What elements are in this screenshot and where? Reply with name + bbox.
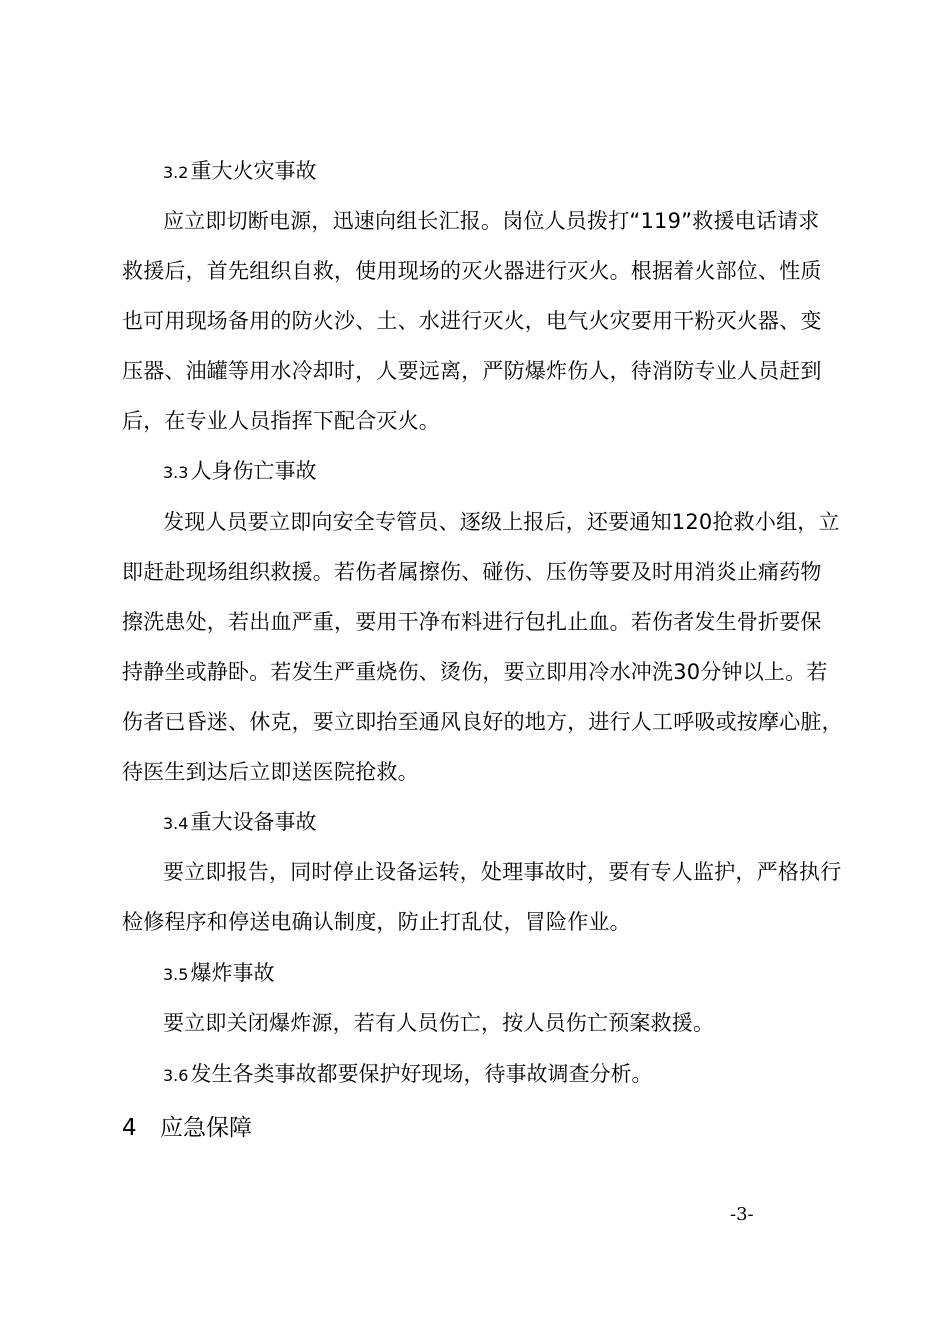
paragraph-line: 发现人员要立即向安全专管员、逐级上报后，还要通知120抢救小组，立 bbox=[163, 510, 840, 534]
paragraph-line: 要立即关闭爆炸源，若有人员伤亡，按人员伤亡预案救援。 bbox=[163, 1011, 715, 1035]
subsection-heading-3-6 bbox=[163, 1059, 652, 1091]
subsection-number: 3.2 bbox=[163, 163, 189, 182]
paragraph-line: 后，在专业人员指挥下配合灭火。 bbox=[122, 409, 440, 433]
subsection-heading-3-3 bbox=[163, 456, 316, 488]
paragraph-line: 也可用现场备用的防火沙、土、水进行灭火，电气火灾要用干粉灭火器、变 bbox=[122, 309, 822, 333]
paragraph-line: 要立即报告，同时停止设备运转，处理事故时，要有专人监护，严格执行 bbox=[163, 860, 842, 884]
paragraph-line: 救援后，首先组织自救，使用现场的灭火器进行灭火。根据着火部位、性质 bbox=[122, 259, 822, 283]
paragraph-line: 伤者已昏迷、休克，要立即抬至通风良好的地方，进行人工呼吸或按摩心脏， bbox=[122, 710, 843, 734]
section-number: 4 bbox=[122, 1115, 137, 1141]
subsection-number: 3.4 bbox=[163, 814, 189, 833]
subsection-heading-3-2 bbox=[163, 156, 316, 188]
paragraph-line: 持静坐或静卧。若发生严重烧伤、烫伤，要立即用冷水冲洗30分钟以上。若 bbox=[122, 660, 828, 684]
subsection-number: 3.5 bbox=[163, 965, 189, 984]
subsection-title: 人身伤亡事故 bbox=[190, 459, 317, 483]
paragraph-line: 检修程序和停送电确认制度，防止打乱仗，冒险作业。 bbox=[122, 910, 631, 934]
subsection-title: 重大火灾事故 bbox=[190, 159, 317, 183]
section-title: 应急保障 bbox=[160, 1115, 252, 1141]
subsection-heading-3-5 bbox=[163, 958, 274, 990]
paragraph-line: 待医生到达后立即送医院抢救。 bbox=[122, 760, 419, 784]
subsection-number: 3.6 bbox=[163, 1066, 189, 1085]
section-heading-4 bbox=[122, 1112, 252, 1144]
subsection-title: 发生各类事故都要保护好现场，待事故调查分析。 bbox=[190, 1062, 653, 1086]
subsection-title: 重大设备事故 bbox=[190, 810, 317, 834]
paragraph-line: 擦洗患处，若出血严重，要用干净布料进行包扎止血。若伤者发生骨折要保 bbox=[122, 610, 822, 634]
paragraph-line: 应立即切断电源，迅速向组长汇报。岗位人员拨打“119”救援电话请求 bbox=[163, 209, 820, 233]
subsection-number: 3.3 bbox=[163, 463, 189, 482]
paragraph-line: 压器、油罐等用水冷却时，人要远离，严防爆炸伤人，待消防专业人员赶到 bbox=[122, 359, 822, 383]
page-number: -3- bbox=[730, 1204, 754, 1225]
subsection-heading-3-4 bbox=[163, 807, 316, 839]
subsection-title: 爆炸事故 bbox=[190, 961, 275, 985]
paragraph-line: 即赶赴现场组织救援。若伤者属擦伤、碰伤、压伤等要及时用消炎止痛药物 bbox=[122, 560, 822, 584]
